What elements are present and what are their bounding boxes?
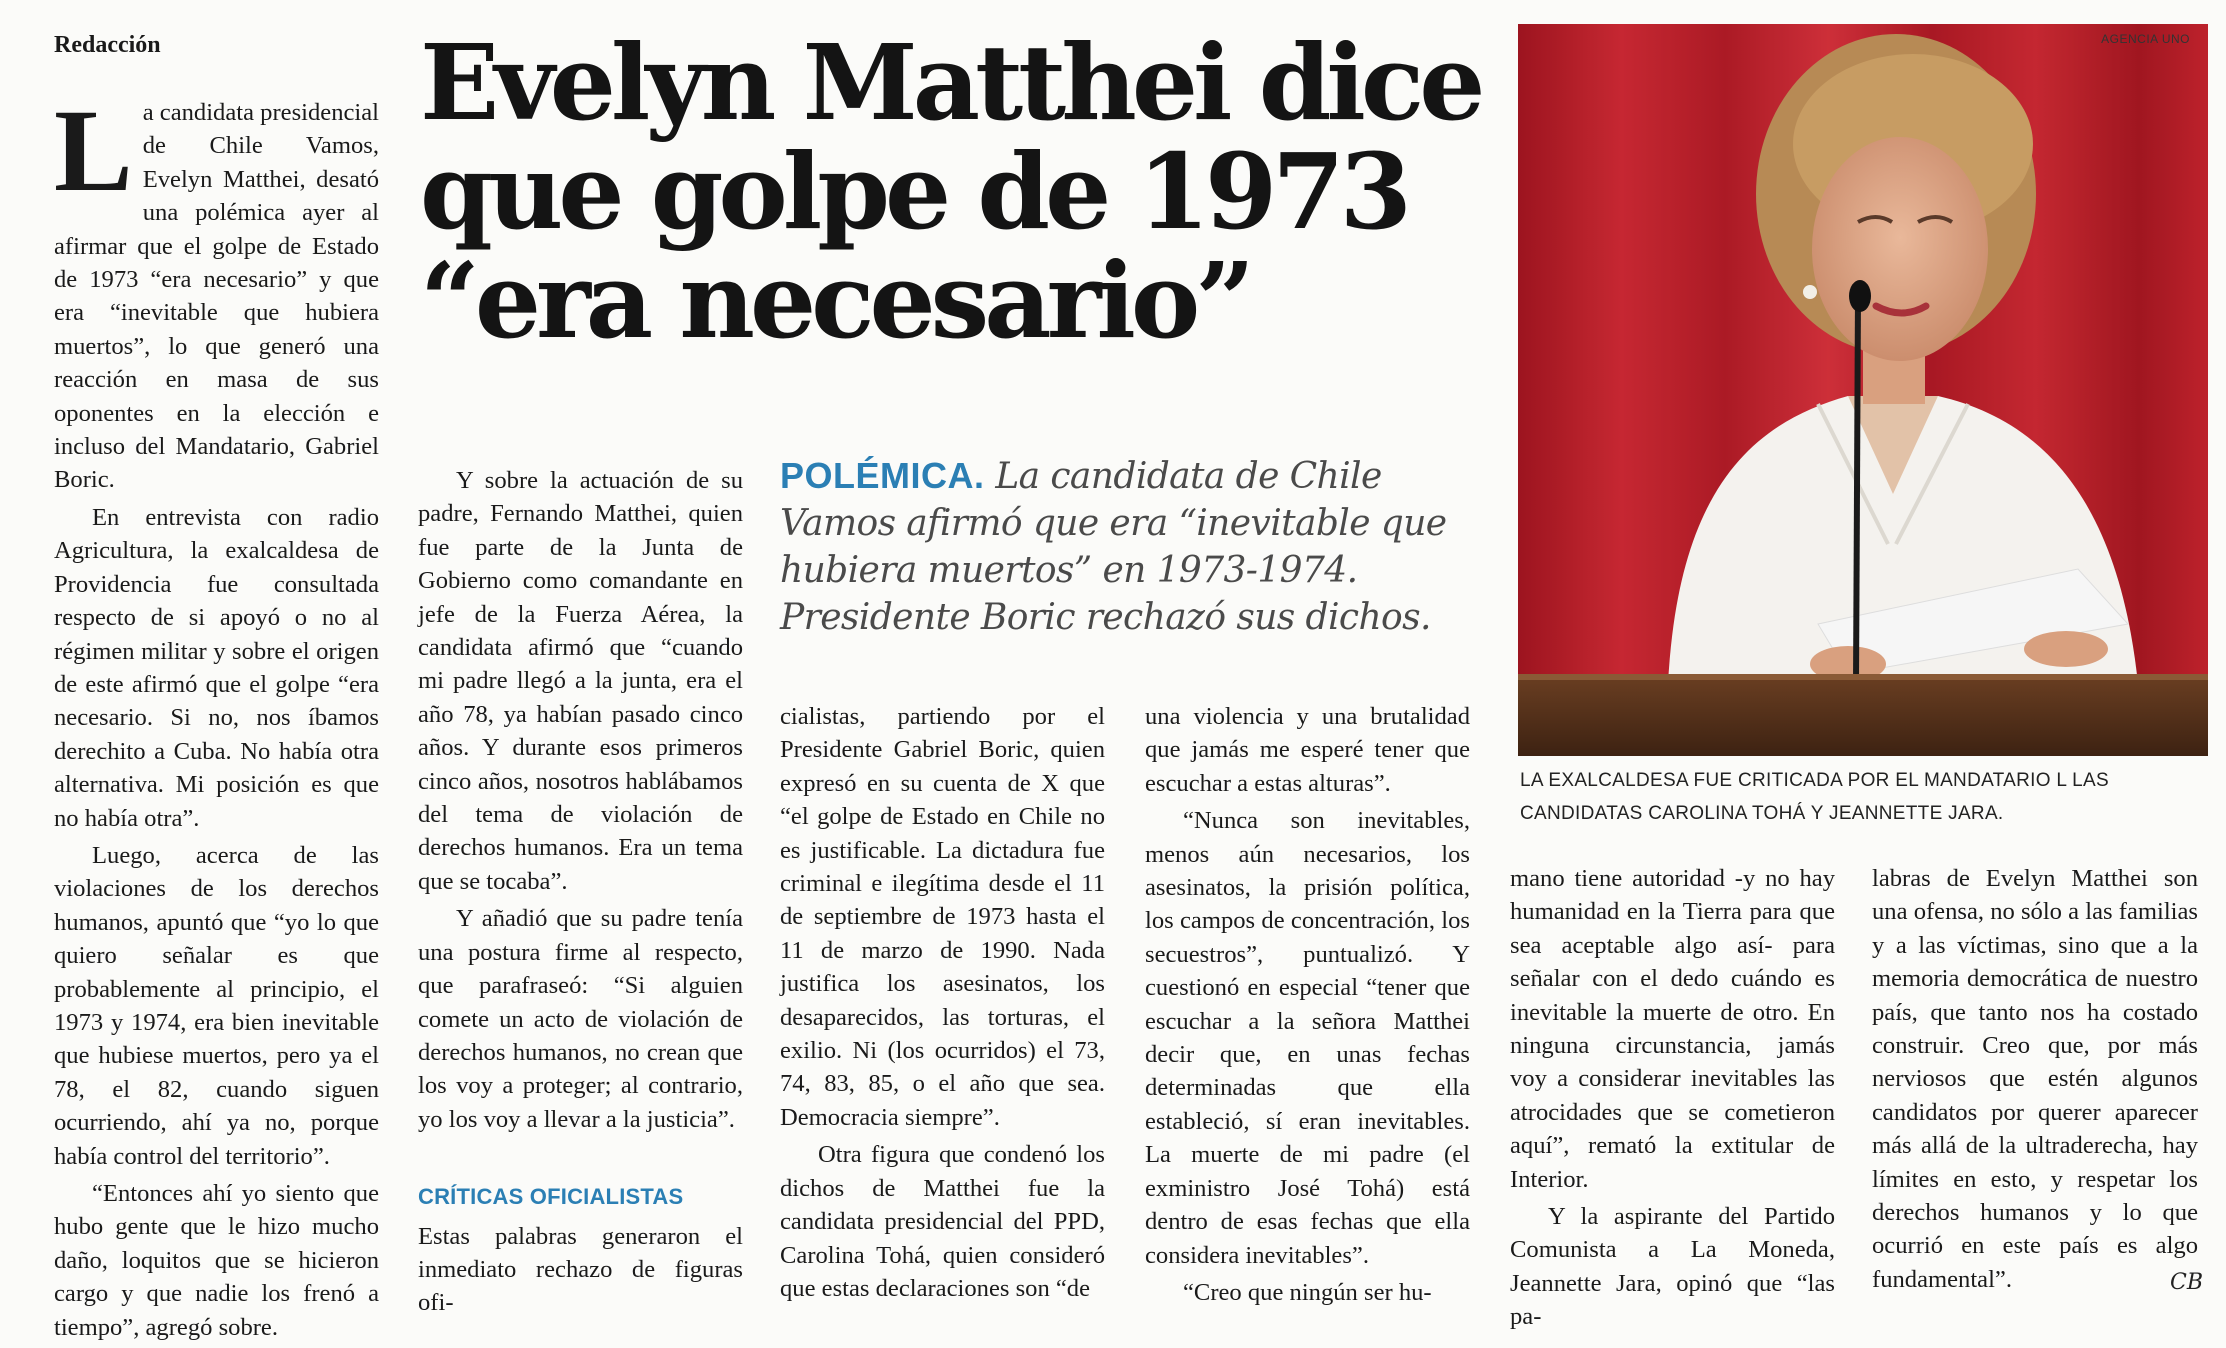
headline-line-1: Evelyn Matthei dice bbox=[420, 21, 1481, 144]
photo-credit: AGENCIA UNO bbox=[2101, 32, 2190, 46]
headline-line-2: que golpe de 1973 bbox=[420, 130, 1407, 253]
paragraph: Luego, acerca de las violaciones de los derechos humanos, apuntó que “yo lo que quiero señalar es que probablemente al principio, el 1973 y 1974, era bien inevitable que hubiese muertos, pero ya el 78, el 82, cuando siguen ocurriendo, ahí ya no, porque había control del territorio”. bbox=[54, 841, 379, 1170]
paragraph-text: a candidata presidencial de Chile Vamos, Evelyn Matthei, desató una polémica ayer al afirmar que el golpe de Estado de 1973 “era necesario” y que era “inevitable que hubiera muertos”, lo que generó una reacción en masa de sus oponentes en la elección e incluso del Mandatario, Gabriel Boric. bbox=[54, 99, 379, 494]
kicker-label: POLÉMICA. bbox=[780, 455, 985, 496]
paragraph: labras de Evelyn Matthei son una ofensa, no sólo a las familias y a las víctimas, sino que a la memoria democrática de nuestro país, que tanto nos ha costado construir. Creo que, por más nerviosos que estén algunos candidatos por querer aparecer más allá de la ultraderecha, hay límites en esto, y respetar los derechos humanos y lo que ocurrió en este país es algo fundamental”. bbox=[1872, 865, 2198, 1293]
column-5 bbox=[1510, 862, 1835, 1338]
column-6 bbox=[1872, 862, 2198, 1300]
photo bbox=[1518, 24, 2208, 756]
kicker-text: La candidata de Chile Vamos afirmó que era “inevitable que hubiera muertos” en 1973-1974. Presidente Boric rechazó sus dichos. bbox=[780, 456, 1447, 638]
column-4 bbox=[1145, 700, 1470, 1313]
column-3 bbox=[780, 700, 1105, 1309]
paragraph: En entrevista con radio Agricultura, la exalcaldesa de Providencia fue consultada respecto de si apoyó o no al régimen militar y sobre el origen de este afirmó que el golpe “era necesario. Si no, nos íbamos derechito a Cuba. No había otra alternativa. Mi posición es que no había otra”. bbox=[54, 503, 379, 832]
lead-paragraph bbox=[54, 85, 379, 497]
paragraph: mano tiene autoridad -y no hay humanidad en la Tierra para que sea aceptable algo así- para señalar con el dedo cuándo es inevitable la muerte de otro. En ninguna circunstancia, jamás voy a considerar inevitables las atrocidades que se cometieron aquí”, remató la extitular de Interior. bbox=[1510, 865, 1835, 1193]
drop-cap: L bbox=[54, 85, 133, 216]
paragraph: “Creo que ningún ser hu- bbox=[1183, 1278, 1432, 1306]
paragraph: “Nunca son inevitables, menos aún necesarios, los asesinatos, la prisión política, los campos de concentración, los secuestros”, puntualizó. Y cuestionó en especial “tener que escuchar a la señora Matthei decir que, en unas fechas determinadas que ella estableció, sí eran inevitables. La muerte de mi padre (el exministro José Tohá) está dentro de esas fechas que ella considera inevitables”. bbox=[1145, 807, 1470, 1269]
headline bbox=[420, 21, 1481, 362]
section-subhead: CRÍTICAS OFICIALISTAS bbox=[418, 1184, 684, 1210]
kicker bbox=[780, 452, 1480, 641]
paragraph: Y la aspirante del Partido Comunista a La Moneda, Jeannette Jara, opinó que “las pa- bbox=[1510, 1203, 1835, 1331]
paragraph: Y sobre la actuación de su padre, Fernando Matthei, quien fue parte de la Junta de Gobierno como comandante en jefe de la Fuerza Aérea, la candidata afirmó que “cuando mi padre llegó a la junta, era el año 78, ya habían pasado cinco años. Y durante esos primeros cinco años, nosotros hablábamos del tema de violación de derechos humanos. Era un tema que se tocaba”. bbox=[418, 467, 743, 895]
photo-caption: LA EXALCALDESA FUE CRITICADA POR EL MANDATARIO L LAS CANDIDATAS CAROLINA TOHÁ Y JEANNETTE JARA. bbox=[1520, 770, 2109, 824]
column-1 bbox=[54, 85, 379, 1348]
paragraph: una violencia y una brutalidad que jamás me esperé tener que escuchar a estas alturas”. bbox=[1145, 703, 1470, 797]
column-2 bbox=[418, 464, 743, 1324]
paragraph: Estas palabras generaron el inmediato rechazo de figuras ofi- bbox=[418, 1222, 743, 1317]
paragraph: Otra figura que condenó los dichos de Matthei fue la candidata presidencial del PPD, Carolina Tohá, quien consideró que estas declaraciones son “de bbox=[780, 1141, 1105, 1302]
paragraph: cialistas, partiendo por el Presidente Gabriel Boric, quien expresó en su cuenta de X que “el golpe de Estado en Chile no es justificable. La dictadura fue criminal e ilegítima desde el 11 de septiembre de 1973 hasta el 11 de marzo de 1990. Nada justifica los asesinatos, los desaparecidos, las torturas, el exilio. Ni (los ocurridos) el 73, 74, 83, 85, o el año que sea. Democracia siempre”. bbox=[780, 703, 1105, 1131]
photo-illustration bbox=[1518, 24, 2208, 756]
paragraph: Y añadió que su padre tenía una postura firme al respecto, que parafraseó: “Si alguien comete un acto de violación de derechos humanos, no crean que los voy a proteger; al contrario, yo los voy a llevar a la justicia”. bbox=[418, 905, 743, 1133]
paragraph: “Entonces ahí yo siento que hubo gente que le hizo mucho daño, loquitos que se hicieron cargo y que nadie los frenó a tiempo”, agregó sobre. bbox=[54, 1180, 379, 1341]
byline: Redacción bbox=[54, 32, 161, 58]
headline-line-3: “era necesario” bbox=[420, 239, 1251, 362]
end-mark: CB bbox=[2170, 1270, 2203, 1295]
